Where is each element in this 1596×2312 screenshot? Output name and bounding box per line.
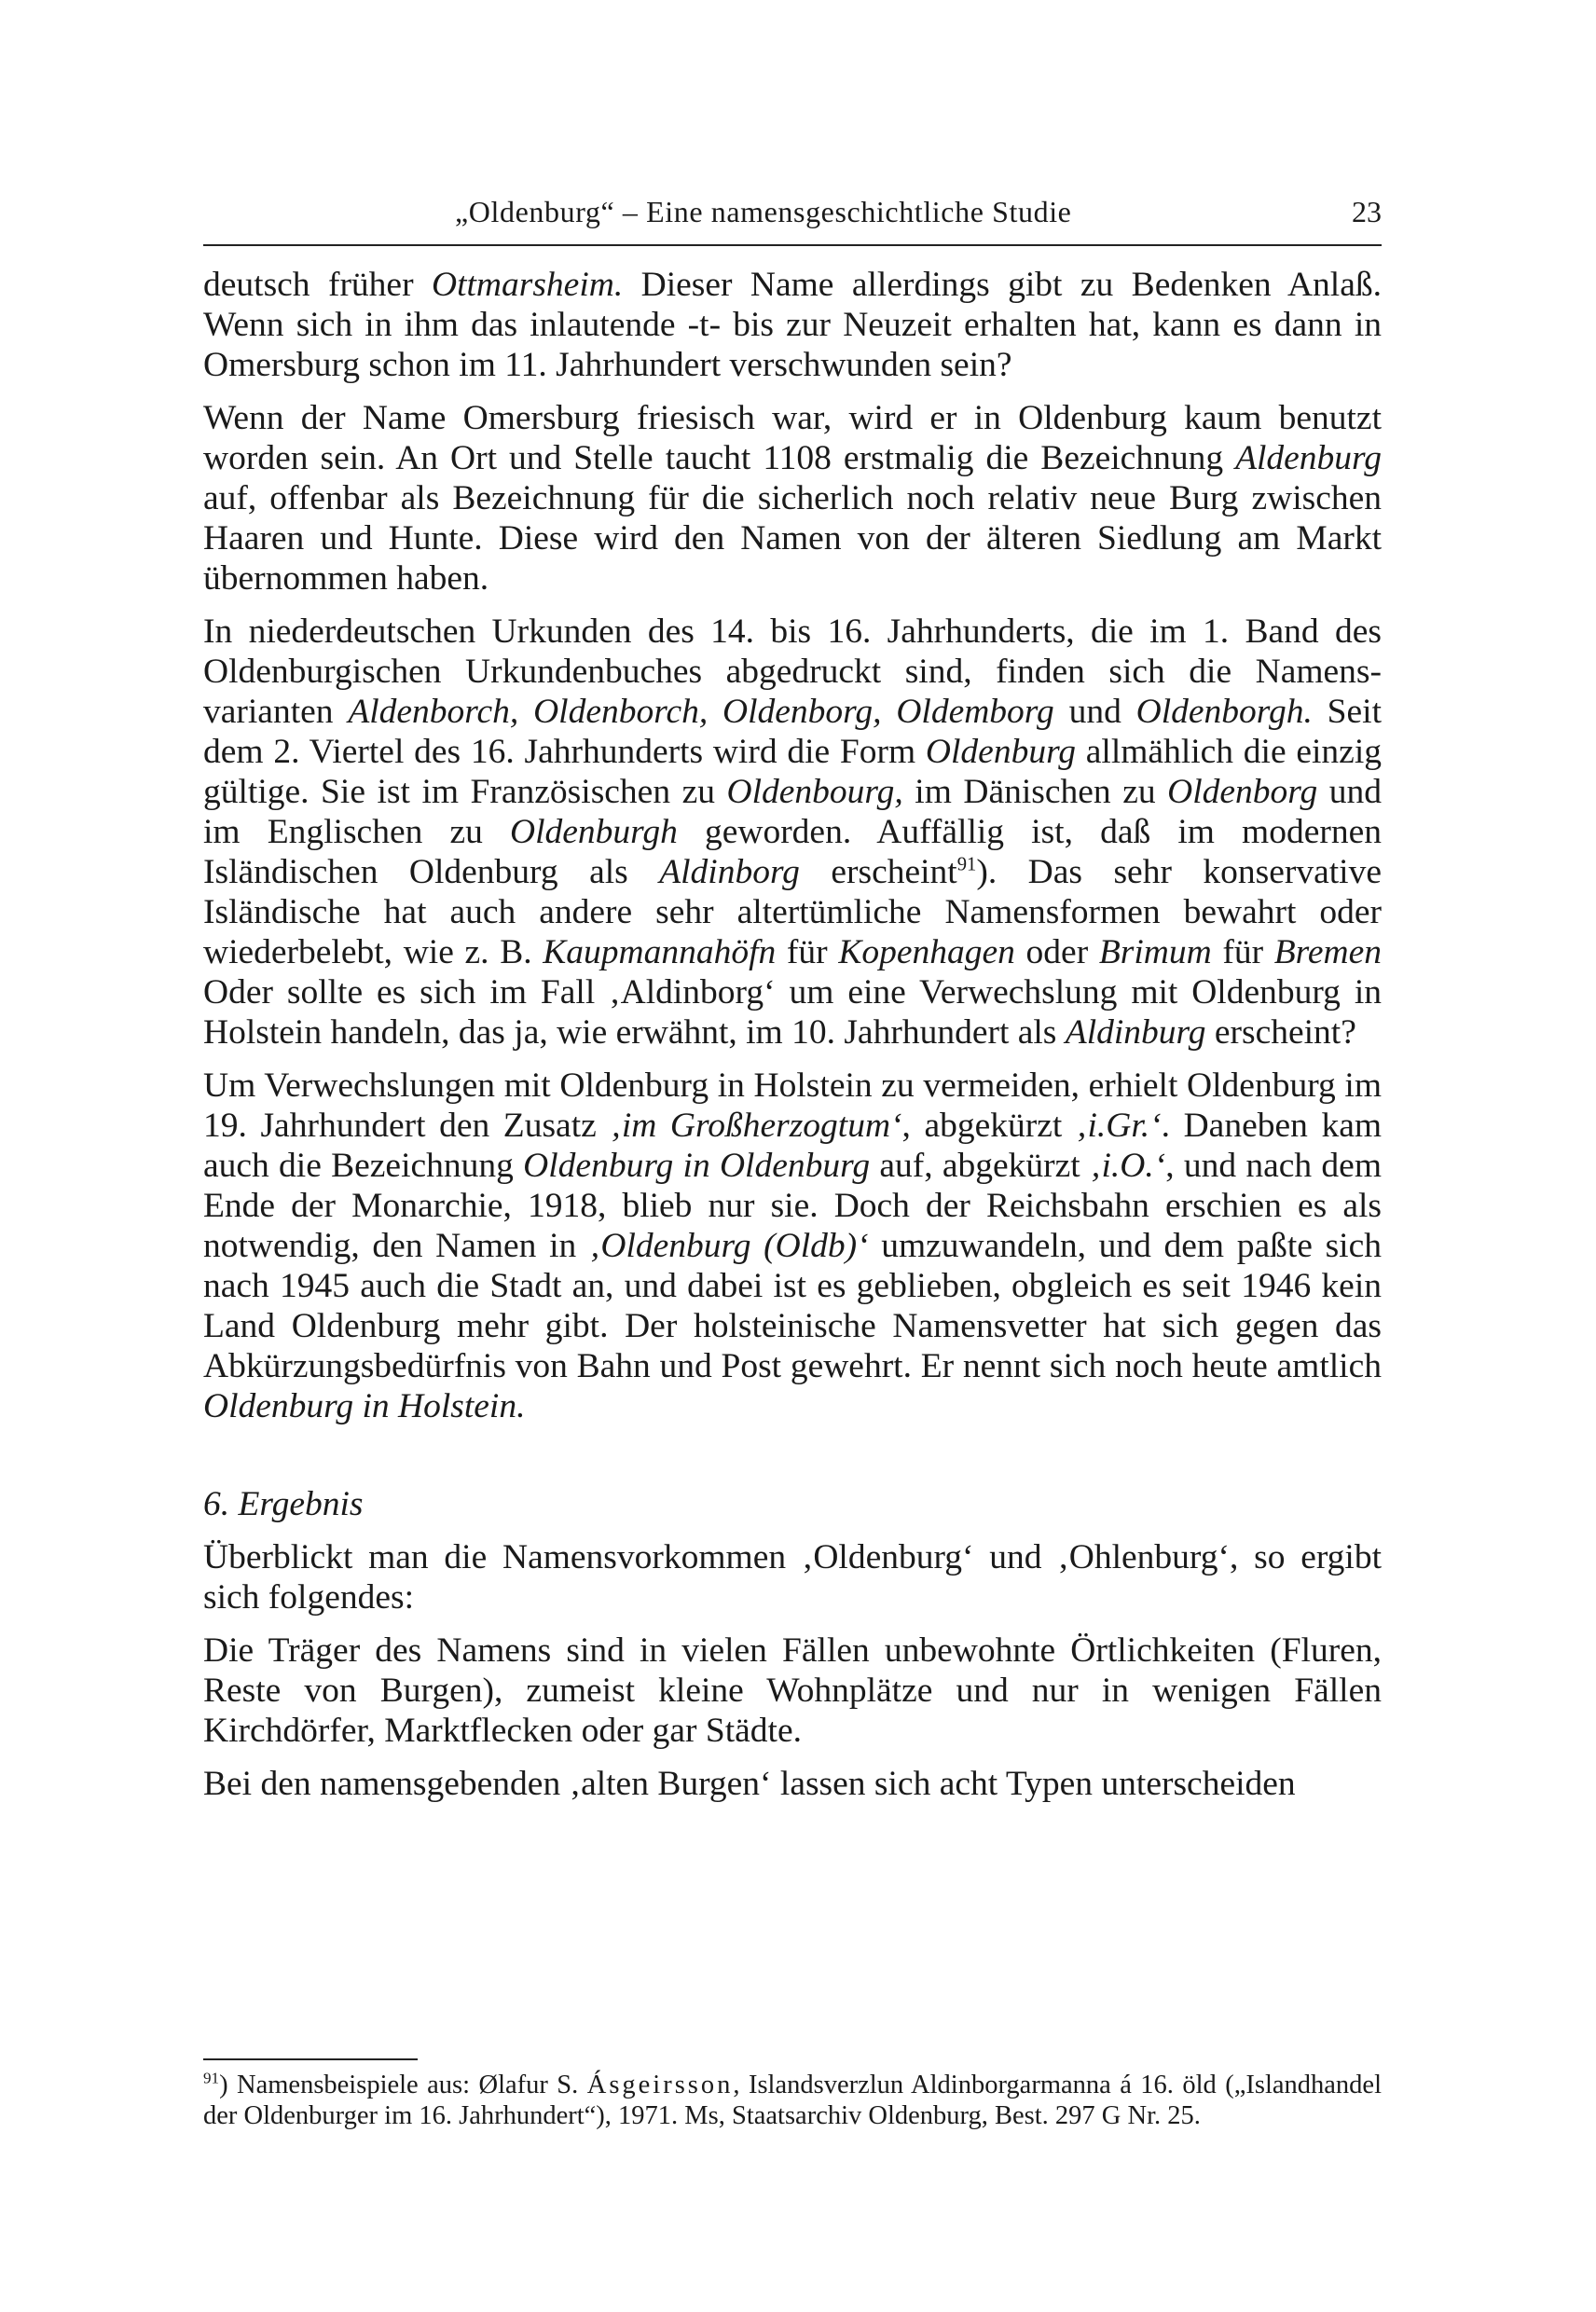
text-run: , und nach dem Ende der Monarchie, 1918, blieb nur sie. Doch der Reichsbahn erschien es als notwendig, den Namen in (203, 1147, 1382, 1265)
footnote-text: ) Namensbeispiele aus: Ølafur S. (219, 2071, 587, 2099)
text-run: und (1053, 693, 1136, 731)
text-run (518, 693, 533, 731)
italic-name-variant: Oldenborg, (722, 693, 882, 731)
text-run: Dieser Name allerdings gibt zu Bedenken Anlaß. Wenn sich in ihm das inlautende -t- bis zur Neuzeit erhalten hat, kann es dann in Omersburg schon im 11. Jahrhundert verschwunden sein? (203, 266, 1382, 384)
italic-name-variant: Aldinborg (659, 853, 800, 891)
section-heading: 6. Ergebnis (203, 1485, 364, 1523)
text-run: , abgekürzt (901, 1107, 1076, 1145)
footnote-91 (203, 2070, 1382, 2131)
italic-name-variant: Oldenborch, (533, 693, 709, 731)
running-header (203, 190, 1382, 233)
paragraph-1 (203, 265, 1382, 385)
running-title: „Oldenburg“ – Eine namensgeschichtliche Studie (455, 195, 1072, 228)
text-run: umzuwandeln, und dem paßte sich nach 1945 auch die Stadt an, und dabei ist es geblieben, obgleich es seit 1946 kein Land Oldenburg mehr gibt. Der holsteinische Namensvetter hat sich gegen das Abkürzungsbedürfnis von Bahn und Post gewehrt. Er nennt sich noch heute amtlich (203, 1227, 1382, 1385)
text-run: allmählich die einzig gültige. Sie ist im Französischen zu (203, 733, 1382, 811)
paragraph-3 (203, 612, 1382, 1053)
text-run: . Daneben kam auch die Bezeichnung (203, 1107, 1383, 1185)
footnote-mark: 91 (203, 2069, 220, 2087)
footnote-rule (203, 2058, 418, 2060)
text-run: und im Englischen zu (203, 773, 1383, 851)
text-run: Wenn der Name Omersburg friesisch war, wird er in Oldenburg kaum benutzt worden sein. An Ort und Stelle taucht 1108 erstmalig die Bezeichnung (203, 399, 1382, 477)
header-rule (203, 244, 1382, 246)
text-run: Um Verwechslungen mit Oldenburg in Holstein zu vermeiden, erhielt Oldenburg im 19. Jahrhundert den Zusatz (203, 1067, 1382, 1145)
text-run: Seit dem 2. Viertel des 16. Jahrhunderts wird die Form (203, 693, 1383, 771)
italic-name-variant: Oldenburg (925, 733, 1077, 771)
paragraph-6: Die Träger des Namens sind in vielen Fällen unbewohnte Örtlichkeiten (Fluren, Reste von Burgen), zumeist kleine Wohnplätze und nur in wenigen Fällen Kirchdörfer, Marktflecken oder gar Städte. (203, 1631, 1382, 1750)
body-text (203, 265, 1382, 1817)
text-run: im Dänischen zu (902, 773, 1168, 811)
italic-name-variant: Oldenbourg, (726, 773, 903, 811)
italic-name-variant: Brimum (1098, 933, 1212, 971)
paragraph-7: Bei den namensgebenden ‚alten Burgen‘ lassen sich acht Typen unterscheiden (203, 1765, 1296, 1803)
italic-term: ‚i.Gr.‘ (1075, 1107, 1162, 1145)
italic-name-variant: Aldinburg (1065, 1013, 1206, 1052)
italic-name-variant: Oldenburgh (509, 813, 678, 851)
text-run: Oder sollte es sich im Fall ‚Aldinborg‘ um eine Verwechslung mit Oldenburg in Holstein handeln, das ja, wie erwähnt, im 10. Jahrhundert als (203, 973, 1382, 1052)
text-run: In niederdeutschen Urkunden des 14. bis 16. Jahrhunderts, die im 1. Band des Oldenburgischen Urkundenbuches abgedruckt sind, finden sich die Namensvarianten (203, 612, 1382, 731)
text-run: erscheint (799, 853, 957, 891)
text-run: auf, offenbar als Bezeichnung für die sicherlich noch relativ neue Burg zwischen Haaren und Hunte. Diese wird den Namen von der älteren Siedlung am Markt übernommen haben. (203, 479, 1382, 598)
italic-place-name: Aldenburg (1235, 439, 1382, 477)
italic-term: ‚Oldenburg (Oldb)‘ (588, 1227, 869, 1265)
page-number: 23 (1352, 195, 1382, 228)
text-run: für (776, 933, 839, 971)
text-run: auf, abgekürzt (870, 1147, 1090, 1185)
italic-term: Oldenburg in Oldenburg (523, 1147, 871, 1185)
paragraph-5: Überblickt man die Namensvorkommen ‚Oldenburg‘ und ‚Ohlenburg‘, so ergibt sich folgendes: (203, 1538, 1382, 1617)
footnote-text: , Islandsverzlun Aldinborgarmanna á 16. öld („Islandhandel der Oldenburger im 16. Jahrhundert“), 1971. Ms, Staatsarchiv Oldenburg, Best. 297 G Nr. 25. (203, 2071, 1382, 2130)
italic-term: ‚i.O.‘ (1089, 1147, 1166, 1185)
footnote-ref-91[interactable]: 91 (956, 854, 977, 875)
italic-name-variant: Oldenborg (1167, 773, 1318, 811)
text-run: deutsch früher (203, 266, 432, 304)
footnote-author: Ásgeirsson (586, 2071, 734, 2099)
italic-name-variant: Oldenborgh. (1135, 693, 1313, 731)
text-run: für (1211, 933, 1274, 971)
paragraph-2 (203, 398, 1382, 599)
text-run: ). Das sehr konservative Isländische hat auch andere sehr altertümliche Namensformen bewahrt oder wiederbelebt, wie z. B. (203, 853, 1382, 971)
italic-name-variant: Aldenborch, (348, 693, 519, 731)
italic-name-variant: Bremen (1273, 933, 1382, 971)
text-run: oder (1014, 933, 1099, 971)
text-run: geworden. Auffällig ist, daß im modernen Isländischen Oldenburg als (203, 813, 1382, 891)
text-run (882, 693, 897, 731)
italic-name-variant: Kopenhagen (838, 933, 1015, 971)
text-run (708, 693, 722, 731)
italic-name-variant: Kaupmannahöfn (543, 933, 777, 971)
text-run: erscheint? (1205, 1013, 1356, 1052)
italic-term: ‚im Großherzogtum‘ (610, 1107, 902, 1145)
paragraph-4 (203, 1066, 1382, 1426)
italic-name-variant: Oldemborg (896, 693, 1054, 731)
italic-term: Oldenburg in Holstein. (203, 1387, 526, 1425)
italic-place-name: Ottmarsheim. (431, 266, 624, 304)
